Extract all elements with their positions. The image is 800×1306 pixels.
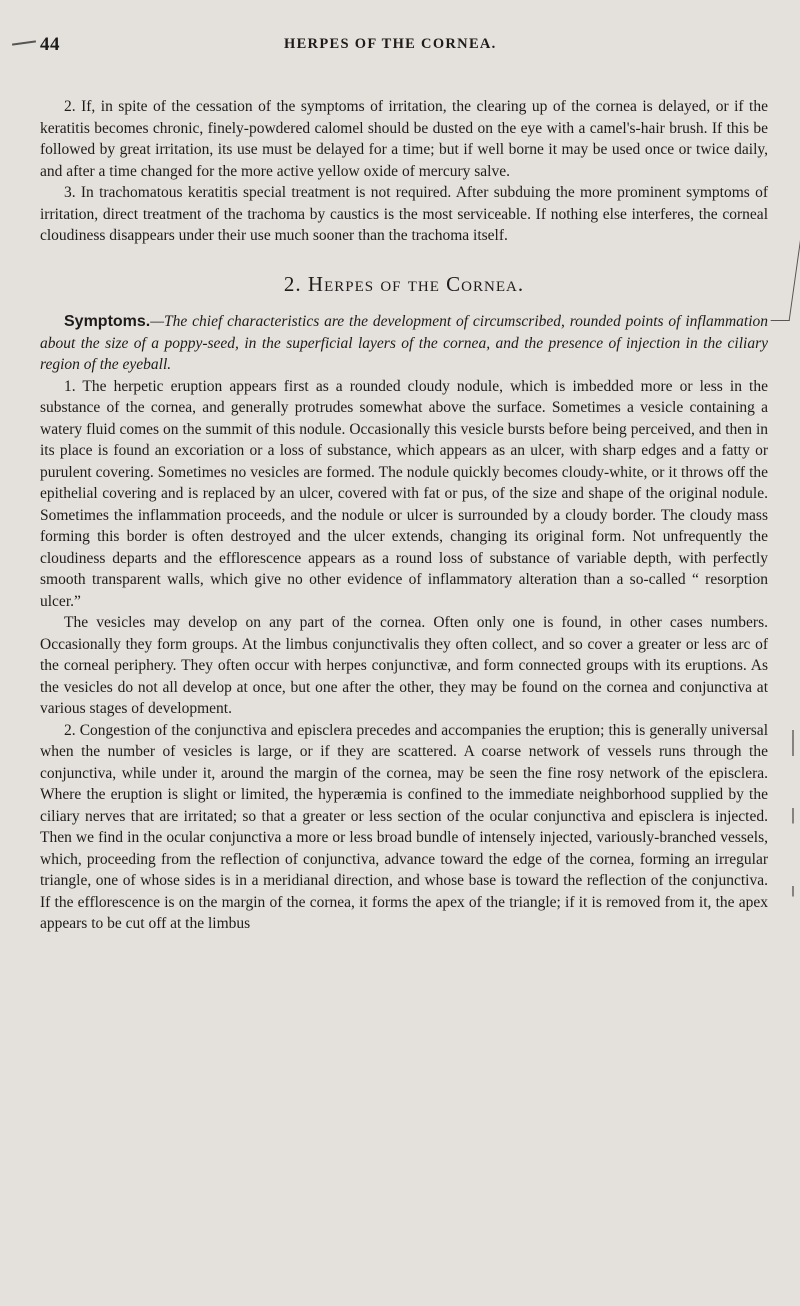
paragraph-calomel-treatment: 2. If, in spite of the cessation of the symptoms of irritation, the clearing up of the cornea is delayed, or if the keratitis becomes chronic, finely-powdered calomel should be dusted on the eye with a camel's-hair brush. If this be followed by great irritation, its use must be delayed for a time; but if well borne it may be used once or twice daily, and after a time changed for the more active yellow oxide of mercury salve. — [40, 98, 768, 180]
page-edge-marks — [792, 730, 794, 990]
section-title: 2. Herpes of the Cornea. — [283, 271, 525, 296]
paragraph-vesicles-location: The vesicles may develop on any part of the cornea. Often only one is found, in other cases numbers. Occasionally they form groups. At the limbus conjunctivalis they often collect, and so cover a greater or less arc of the corneal periphery. They often occur with herpes conjunctivæ, and form connected groups with its eruptions. As the vesicles do not all develop at once, but one after the other, they may be found on the cornea and conjunctiva at various stages of development. — [40, 614, 768, 717]
paragraph-herpetic-eruption: 1. The herpetic eruption appears first as a rounded cloudy nodule, which is imbedded more or less in the substance of the cornea, and generally protrudes somewhat above the surface. Sometimes a vesicle containing a watery fluid comes on the summit of this nodule. Occasionally this vesicle bursts before being perceived, and then in its place is found an excoriation or a loss of substance, which appears as an ulcer, with sharp edges and a fatty or purulent covering. Sometimes no vesicles are formed. The nodule quickly becomes cloudy-white, or it throws off the epithelial covering and is replaced by an ulcer, covered with fat or pus, of the size and shape of the original nodule. Sometimes the inflammation proceeds, and the nodule or ulcer is surrounded by a cloudy border. The cloudy mass forming this border is often destroyed and the ulcer extends, changing its original form. Not unfrequently the cloudiness departs and the efflorescence appears as a round loss of substance of variable depth, with perfectly smooth transparent walls, which give no other evidence of inflammatory alteration than a so-called “ resorption ulcer.” — [40, 377, 768, 610]
paragraph-congestion: 2. Congestion of the conjunctiva and episclera precedes and accompanies the eruption; this is generally universal when the number of vesicles is large, or if they are scattered. A coarse network of vessels runs through the conjunctiva, while under it, around the margin of the cornea, may be seen the fine rosy network of the episclera. Where the eruption is slight or limited, the hyperæmia is confined to the immediate neighborhood supplied by the ciliary nerves that are irritated; so that a greater or less section of the ocular conjunctiva and episclera is injected. Then we find in the ocular conjunctiva a more or less broad bundle of intensely injected, variously-branched vessels, which, proceeding from the reflection of conjunctiva, advance toward the edge of the cornea, forming an irregular triangle, one of whose sides is in a meridianal direction, and whose base is toward the reflection of the conjunctiva. If the efflorescence is on the margin of the cornea, it forms the apex of the triangle; if it is removed from it, the apex appears to be cut off at the limbus — [40, 721, 768, 932]
symptoms-intro: —The chief characteristics are the development of circumscribed, rounded points of inflammation about the size of a poppy-seed, in the superficial layers of the cornea, and the presence of injection in the ciliary region of the eyeball. — [40, 313, 768, 373]
running-head: HERPES OF THE CORNEA. — [284, 36, 497, 52]
symptoms-heading: Symptoms. — [64, 313, 151, 330]
body-text — [40, 96, 768, 935]
paragraph-symptoms — [40, 311, 768, 376]
page-edge-mark — [12, 40, 36, 45]
page-edge-bracket — [771, 230, 800, 321]
page-header — [0, 34, 800, 58]
paragraph-trachomatous-keratitis: 3. In trachomatous keratitis special treatment is not required. After subduing the more prominent symptoms of irritation, direct treatment of the trachoma by caustics is the most serviceable. If nothing else interferes, the corneal cloudiness disappears under their use much sooner than the trachoma itself. — [40, 184, 768, 244]
page-number: 44 — [40, 34, 60, 55]
